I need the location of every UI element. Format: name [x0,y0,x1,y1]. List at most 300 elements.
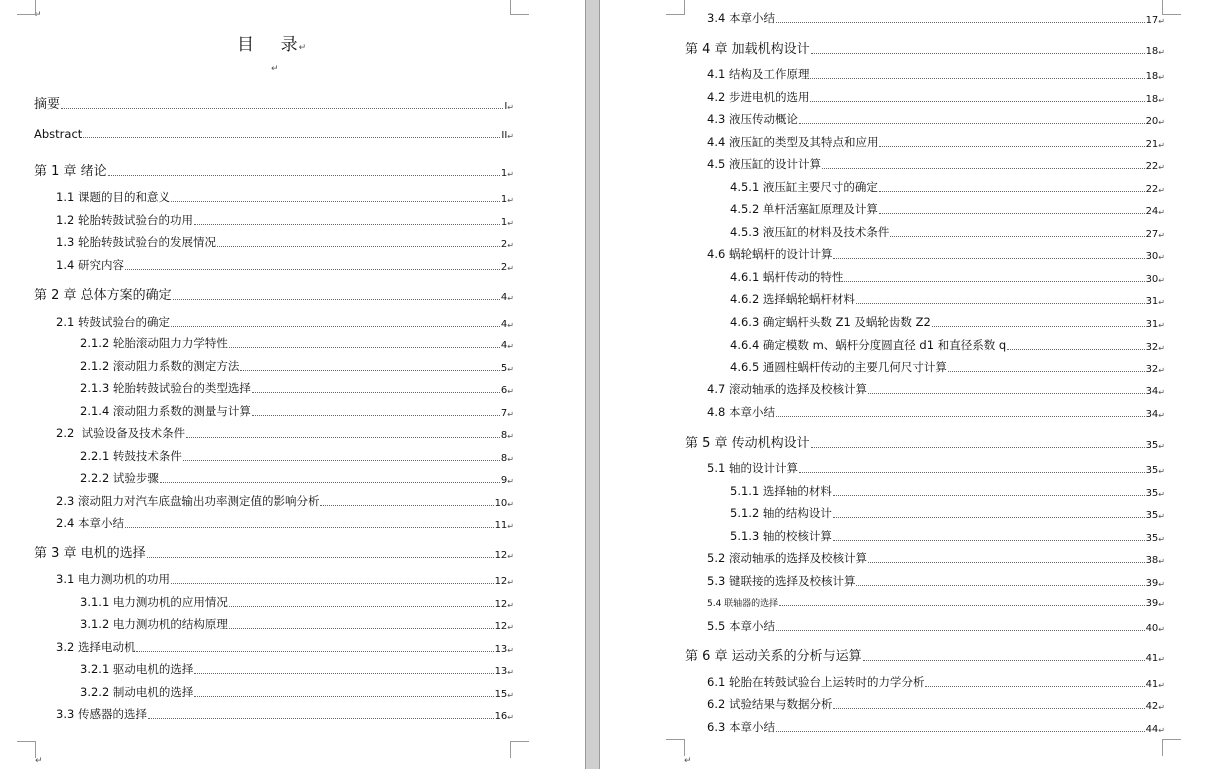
toc-page-number: 34 [1145,386,1159,397]
paragraph-mark: ↵ [507,477,514,486]
toc-page-number: 11 [494,520,508,531]
toc-entry[interactable] [707,674,1165,690]
toc-page-number: I [504,101,508,112]
toc-page-number: 41 [1145,679,1159,690]
toc-entry-text: Abstract [34,127,83,141]
toc-page-number: II [501,130,508,141]
toc-page-number: 30 [1145,251,1159,262]
toc-page-number: 9 [500,475,508,486]
toc-entry[interactable] [730,269,1165,285]
toc-page-number: 39 [1145,578,1159,589]
toc-entry-text: 1.2 轮胎转鼓试验台的功用 [56,213,193,227]
toc-entry-text: 第 5 章 传动机构设计 [685,436,810,451]
toc-page-number: 35 [1145,488,1159,499]
toc-leader-dots [125,269,500,270]
toc-entry[interactable] [56,314,514,330]
toc-leader-dots [173,299,500,300]
toc-entry[interactable] [707,381,1165,397]
paragraph-mark: ↵ [507,321,514,330]
paragraph-mark: ↵ [684,756,692,766]
toc-entry-text: 4.5 液压缸的设计计算 [707,157,821,171]
toc-entry[interactable] [34,160,514,179]
toc-page-number: 27 [1145,229,1159,240]
toc-entry-text: 5.1.3 轴的校核计算 [730,529,832,543]
toc-leader-dots [799,472,1145,473]
paragraph-mark: ↵ [507,691,514,700]
toc-leader-dots [879,146,1144,147]
toc-entry-text: 2.1.4 滚动阻力系数的测量与计算 [80,404,251,418]
paragraph-mark: ↵ [1158,118,1165,127]
paragraph-mark: ↵ [1158,726,1165,735]
toc-page-number: 18 [1145,94,1159,105]
toc-entry[interactable] [56,515,514,531]
toc-page-number: 30 [1145,274,1159,285]
toc-entry[interactable] [707,246,1165,262]
toc-entry-text: 3.2.1 驱动电机的选择 [80,662,194,676]
toc-entry[interactable] [34,93,514,112]
toc-entry-text: 4.3 液压传动概论 [707,112,798,126]
toc-page-number: 22 [1145,161,1159,172]
toc-entry-text: 2.1.2 轮胎滚动阻力力学特性 [80,336,228,350]
paragraph-mark: ↵ [1158,512,1165,521]
toc-leader-dots [183,460,500,461]
toc-entry[interactable] [56,234,514,250]
paragraph-mark: ↵ [1158,253,1165,262]
crop-mark [666,739,685,756]
toc-entry-text: 4.4 液压缸的类型及其特点和应用 [707,135,879,149]
paragraph-mark: ↵ [507,264,514,273]
paragraph-mark: ↵ [507,410,514,419]
paragraph-mark: ↵ [507,387,514,396]
toc-entry-text: 6.3 本章小结 [707,720,775,734]
toc-leader-dots [833,495,1145,496]
toc-entry[interactable] [56,212,514,228]
paragraph-mark: ↵ [1158,141,1165,150]
toc-entry[interactable] [56,571,514,587]
paragraph-mark: ↵ [35,756,43,766]
toc-entry-text: 2.1 转鼓试验台的确定 [56,315,170,329]
toc-leader-dots [879,191,1145,192]
toc-page-number: 17 [1145,15,1159,26]
toc-leader-dots [194,224,500,225]
toc-page-number: 35 [1145,440,1159,451]
paragraph-mark: ↵ [507,578,514,587]
toc-page-number: 21 [1145,139,1159,150]
toc-entry[interactable] [707,719,1165,735]
paragraph-mark: ↵ [507,241,514,250]
toc-entry[interactable] [56,189,514,205]
paragraph-mark: ↵ [507,432,514,441]
toc-entry-text: 2.2 试验设备及技术条件 [56,426,186,440]
toc-entry-text: 4.2 步进电机的选用 [707,90,810,104]
crop-mark [17,741,36,758]
toc-page-number: 2 [500,262,508,273]
toc-entry-text: 4.6.5 通圆柱蜗杆传动的主要几何尺寸计算 [730,360,947,374]
toc-leader-dots [856,585,1144,586]
toc-entry-text: 4.5.2 单杆活塞缸原理及计算 [730,202,878,216]
toc-entry-text: 4.6.2 选择蜗轮蜗杆材料 [730,292,855,306]
toc-leader-dots [229,347,500,348]
toc-entry[interactable] [80,358,514,374]
toc-leader-dots [811,53,1145,54]
toc-entry[interactable] [730,337,1165,353]
toc-leader-dots [320,505,493,506]
toc-entry[interactable] [707,550,1165,566]
toc-entry[interactable] [707,696,1165,712]
toc-leader-dots [171,201,500,202]
toc-page-left [0,0,585,769]
toc-entry-text: 5.1.2 轴的结构设计 [730,506,832,520]
paragraph-mark: ↵ [507,713,514,722]
toc-entry[interactable] [80,448,514,464]
toc-entry-text: 2.4 本章小结 [56,516,124,530]
toc-entry-text: 3.1.2 电力测功机的结构原理 [80,617,228,631]
toc-entry[interactable] [56,257,514,273]
toc-entry-text: 第 4 章 加载机构设计 [685,42,810,57]
toc-entry[interactable] [707,66,1165,82]
toc-page-number: 12 [494,576,508,587]
toc-leader-dots [863,660,1145,661]
toc-entry-text: 5.5 本章小结 [707,619,775,633]
toc-entry-text: 第 2 章 总体方案的确定 [34,288,172,303]
toc-page-number: 40 [1145,623,1159,634]
toc-leader-dots [856,303,1145,304]
toc-page-number: 24 [1145,206,1159,217]
paragraph-mark: ↵ [507,103,514,112]
toc-leader-dots [229,628,494,629]
paragraph-mark: ↵ [1158,344,1165,353]
paragraph-mark: ↵ [507,668,514,677]
paragraph-mark: ↵ [1158,490,1165,499]
toc-leader-dots [833,258,1144,259]
page-gutter [585,0,600,769]
toc-page-number: 12 [494,550,508,561]
toc-page-number: 12 [494,621,508,632]
toc-entry-text: 2.1.3 轮胎转鼓试验台的类型选择 [80,381,251,395]
toc-entry[interactable] [34,542,514,561]
toc-page-number: 34 [1145,409,1159,420]
toc-leader-dots [810,101,1144,102]
toc-entry-text: 6.1 轮胎在转鼓试验台上运转时的力学分析 [707,675,925,689]
toc-leader-dots [799,123,1145,124]
toc-page-number: 1 [500,217,508,228]
paragraph-mark: ↵ [1158,388,1165,397]
toc-leader-dots [776,416,1145,417]
toc-entry[interactable] [730,314,1165,330]
paragraph-mark: ↵ [1158,96,1165,105]
toc-leader-dots [171,583,494,584]
toc-leader-dots [125,527,494,528]
paragraph-mark: ↵ [507,522,514,531]
toc-entry-text: 第 1 章 绪论 [34,164,107,179]
paragraph-mark: ↵ [507,132,514,141]
toc-entry-text: 摘要 [34,97,61,112]
toc-leader-dots [868,562,1145,563]
toc-entry[interactable] [730,179,1165,195]
paragraph-mark: ↵ [1158,681,1165,690]
crop-mark [666,0,685,15]
toc-entry[interactable] [34,127,514,141]
toc-leader-dots [147,557,494,558]
toc-page-number: 41 [1145,653,1159,664]
paragraph-mark: ↵ [1158,703,1165,712]
toc-entry-text: 第 6 章 运动关系的分析与运算 [685,649,862,664]
toc-entry-text: 4.5.1 液压缸主要尺寸的确定 [730,180,878,194]
paragraph-mark: ↵ [34,10,42,20]
toc-leader-dots [186,437,500,438]
crop-mark [17,0,36,15]
toc-entry-text: 2.2.2 试验步骤 [80,471,159,485]
toc-page-number: 31 [1145,319,1159,330]
toc-entry-text: 4.6.4 确定模数 m、蜗杆分度圆直径 d1 和直径系数 q [730,338,1007,352]
paragraph-mark: ↵ [507,646,514,655]
paragraph-mark: ↵ [1158,48,1165,57]
paragraph-mark: ↵ [507,196,514,205]
toc-entry[interactable] [685,645,1165,664]
toc-entry[interactable] [56,493,514,509]
toc-entry-text: 2.2.1 转鼓技术条件 [80,449,182,463]
toc-leader-dots [1007,349,1144,350]
toc-leader-dots [83,137,500,138]
toc-page-number: 38 [1145,555,1159,566]
toc-entry-text: 2.1.2 滚动阻力系数的测定方法 [80,359,240,373]
toc-entry[interactable] [707,10,1165,26]
toc-page-number: 31 [1145,296,1159,307]
toc-page-number: 35 [1145,465,1159,476]
toc-entry-text: 3.1.1 电力测功机的应用情况 [80,595,228,609]
toc-entry[interactable] [730,201,1165,217]
paragraph-mark: ↵ [1158,321,1165,330]
toc-entry-text: 5.3 键联接的选择及校核计算 [707,574,856,588]
toc-entry[interactable] [730,359,1165,375]
toc-leader-dots [229,606,494,607]
toc-leader-dots [948,371,1145,372]
paragraph-mark: ↵ [1158,557,1165,566]
toc-entry-text: 6.2 试验结果与数据分析 [707,697,833,711]
toc-entry[interactable] [56,706,514,722]
toc-page-number: 16 [494,711,508,722]
paragraph-mark: ↵ [507,219,514,228]
paragraph-mark: ↵ [1158,442,1165,451]
toc-entry[interactable] [34,284,514,303]
gutter-edge [585,0,586,769]
toc-entry-text: 1.3 轮胎转鼓试验台的发展情况 [56,235,216,249]
toc-entry[interactable] [730,505,1165,521]
toc-entry-text: 4.8 本章小结 [707,405,775,419]
toc-entry[interactable] [707,573,1165,589]
toc-leader-dots [879,213,1145,214]
toc-entry[interactable] [80,380,514,396]
toc-entry[interactable] [685,432,1165,451]
paragraph-mark: ↵ [507,342,514,351]
paragraph-mark: ↵ [507,455,514,464]
paragraph-mark: ↵ [1158,580,1165,589]
toc-page-number: 35 [1145,510,1159,521]
toc-entry-text: 3.1 电力测功机的功用 [56,572,170,586]
toc-title: 目 录↵ [237,35,308,55]
toc-entry[interactable] [80,335,514,351]
toc-leader-dots [833,517,1145,518]
toc-leader-dots [868,393,1145,394]
paragraph-mark: ↵ [271,64,279,74]
paragraph-mark: ↵ [1158,467,1165,476]
paragraph-mark: ↵ [1158,535,1165,544]
toc-page-number: 13 [494,666,508,677]
toc-page-number: 22 [1145,184,1159,195]
toc-entry[interactable] [80,470,514,486]
toc-entry[interactable] [685,38,1165,57]
paragraph-mark: ↵ [1158,600,1165,609]
toc-page-number: 32 [1145,342,1159,353]
toc-page-number: 18 [1145,46,1159,57]
toc-leader-dots [932,326,1145,327]
toc-entry[interactable] [56,425,514,441]
toc-entry[interactable] [80,403,514,419]
toc-entry-text: 1.4 研究内容 [56,258,124,272]
paragraph-mark: ↵ [1158,411,1165,420]
toc-leader-dots [833,540,1145,541]
toc-page-number: 5 [500,363,508,374]
toc-page-number: 13 [494,644,508,655]
toc-entry[interactable] [80,661,514,677]
toc-page-number: 1 [500,194,508,205]
toc-leader-dots [160,482,500,483]
toc-leader-dots [925,686,1144,687]
crop-mark [510,741,529,758]
toc-entry[interactable] [707,596,1165,609]
toc-entry[interactable] [707,460,1165,476]
toc-page-number: 8 [500,453,508,464]
toc-entry[interactable] [707,89,1165,105]
toc-entry-text: 4.6.3 确定蜗杆头数 Z1 及蜗轮齿数 Z2 [730,315,931,329]
toc-entry-text: 5.1 轴的设计计算 [707,461,798,475]
toc-leader-dots [194,696,493,697]
toc-entry-text: 3.2 选择电动机 [56,640,136,654]
toc-leader-dots [108,175,500,176]
toc-page-number: 4 [500,292,508,303]
toc-leader-dots [776,630,1145,631]
toc-entry[interactable] [730,528,1165,544]
paragraph-mark: ↵ [507,623,514,632]
toc-entry[interactable] [730,291,1165,307]
toc-page-number: 6 [500,385,508,396]
toc-page-number: 32 [1145,364,1159,375]
toc-entry[interactable] [80,594,514,610]
toc-entry-text: 1.1 课题的目的和意义 [56,190,170,204]
toc-leader-dots [148,718,494,719]
toc-page-number: 8 [500,430,508,441]
toc-entry[interactable] [707,111,1165,127]
toc-page-number: 1 [500,168,508,179]
toc-entry[interactable] [730,483,1165,499]
crop-mark [1162,739,1181,756]
toc-entry-text: 3.3 传感器的选择 [56,707,147,721]
toc-leader-dots [822,168,1145,169]
toc-leader-dots [890,236,1144,237]
toc-leader-dots [810,78,1144,79]
toc-page-number: 2 [500,239,508,250]
paragraph-mark: ↵ [1158,163,1165,172]
toc-entry-text: 4.5.3 液压缸的材料及技术条件 [730,225,890,239]
paragraph-mark: ↵ [507,601,514,610]
toc-entry[interactable] [730,224,1165,240]
toc-page-number: 4 [500,319,508,330]
paragraph-mark: ↵ [507,552,514,561]
toc-entry-text: 3.2.2 制动电机的选择 [80,685,194,699]
toc-entry[interactable] [707,156,1165,172]
paragraph-mark: ↵ [1158,186,1165,195]
toc-leader-dots [171,326,500,327]
toc-leader-dots [776,22,1145,23]
toc-entry[interactable] [707,618,1165,634]
toc-page-number: 15 [494,689,508,700]
toc-page-number: 4 [500,340,508,351]
toc-entry[interactable] [56,639,514,655]
toc-leader-dots [136,651,493,652]
paragraph-mark: ↵ [507,365,514,374]
toc-entry-text: 4.6 蜗轮蜗杆的设计计算 [707,247,833,261]
toc-entry-text: 5.2 滚动轴承的选择及校核计算 [707,551,867,565]
toc-leader-dots [844,281,1144,282]
toc-page-right [600,0,1211,769]
toc-leader-dots [217,246,500,247]
paragraph-mark: ↵ [1158,298,1165,307]
toc-entry-text: 4.1 结构及工作原理 [707,67,810,81]
toc-entry[interactable] [707,134,1165,150]
toc-page-number: 10 [494,498,508,509]
paragraph-mark: ↵ [1158,276,1165,285]
toc-entry-text: 3.4 本章小结 [707,11,775,25]
toc-page-number: 12 [494,599,508,610]
paragraph-mark: ↵ [1158,231,1165,240]
toc-page-number: 7 [500,408,508,419]
toc-leader-dots [252,415,500,416]
toc-page-number: 18 [1145,71,1159,82]
paragraph-mark: ↵ [1158,655,1165,664]
toc-entry[interactable] [80,684,514,700]
toc-page-number: 20 [1145,116,1159,127]
paragraph-mark: ↵ [1158,17,1165,26]
toc-entry-text: 2.3 滚动阻力对汽车底盘输出功率测定值的影响分析 [56,494,320,508]
toc-entry-text: 5.1.1 选择轴的材料 [730,484,832,498]
toc-entry-text: 5.4 联轴器的选择 [707,599,779,609]
paragraph-mark: ↵ [1158,208,1165,217]
toc-entry-text: 第 3 章 电机的选择 [34,546,146,561]
toc-leader-dots [194,673,493,674]
toc-leader-dots [240,370,500,371]
paragraph-mark: ↵ [507,294,514,303]
toc-entry[interactable] [80,616,514,632]
toc-page-number: 35 [1145,533,1159,544]
paragraph-mark: ↵ [507,500,514,509]
toc-leader-dots [252,392,500,393]
paragraph-mark: ↵ [1158,366,1165,375]
toc-page-number: 42 [1145,701,1159,712]
crop-mark [510,0,529,15]
toc-page-number: 39 [1145,598,1159,609]
toc-leader-dots [811,447,1145,448]
toc-leader-dots [779,605,1144,606]
toc-leader-dots [833,708,1144,709]
toc-entry[interactable] [707,404,1165,420]
toc-leader-dots [776,731,1145,732]
paragraph-mark: ↵ [1158,625,1165,634]
paragraph-mark: ↵ [1158,73,1165,82]
toc-entry-text: 4.7 滚动轴承的选择及校核计算 [707,382,867,396]
paragraph-mark: ↵ [507,170,514,179]
toc-entry-text: 4.6.1 蜗杆传动的特性 [730,270,844,284]
toc-page-number: 44 [1145,724,1159,735]
